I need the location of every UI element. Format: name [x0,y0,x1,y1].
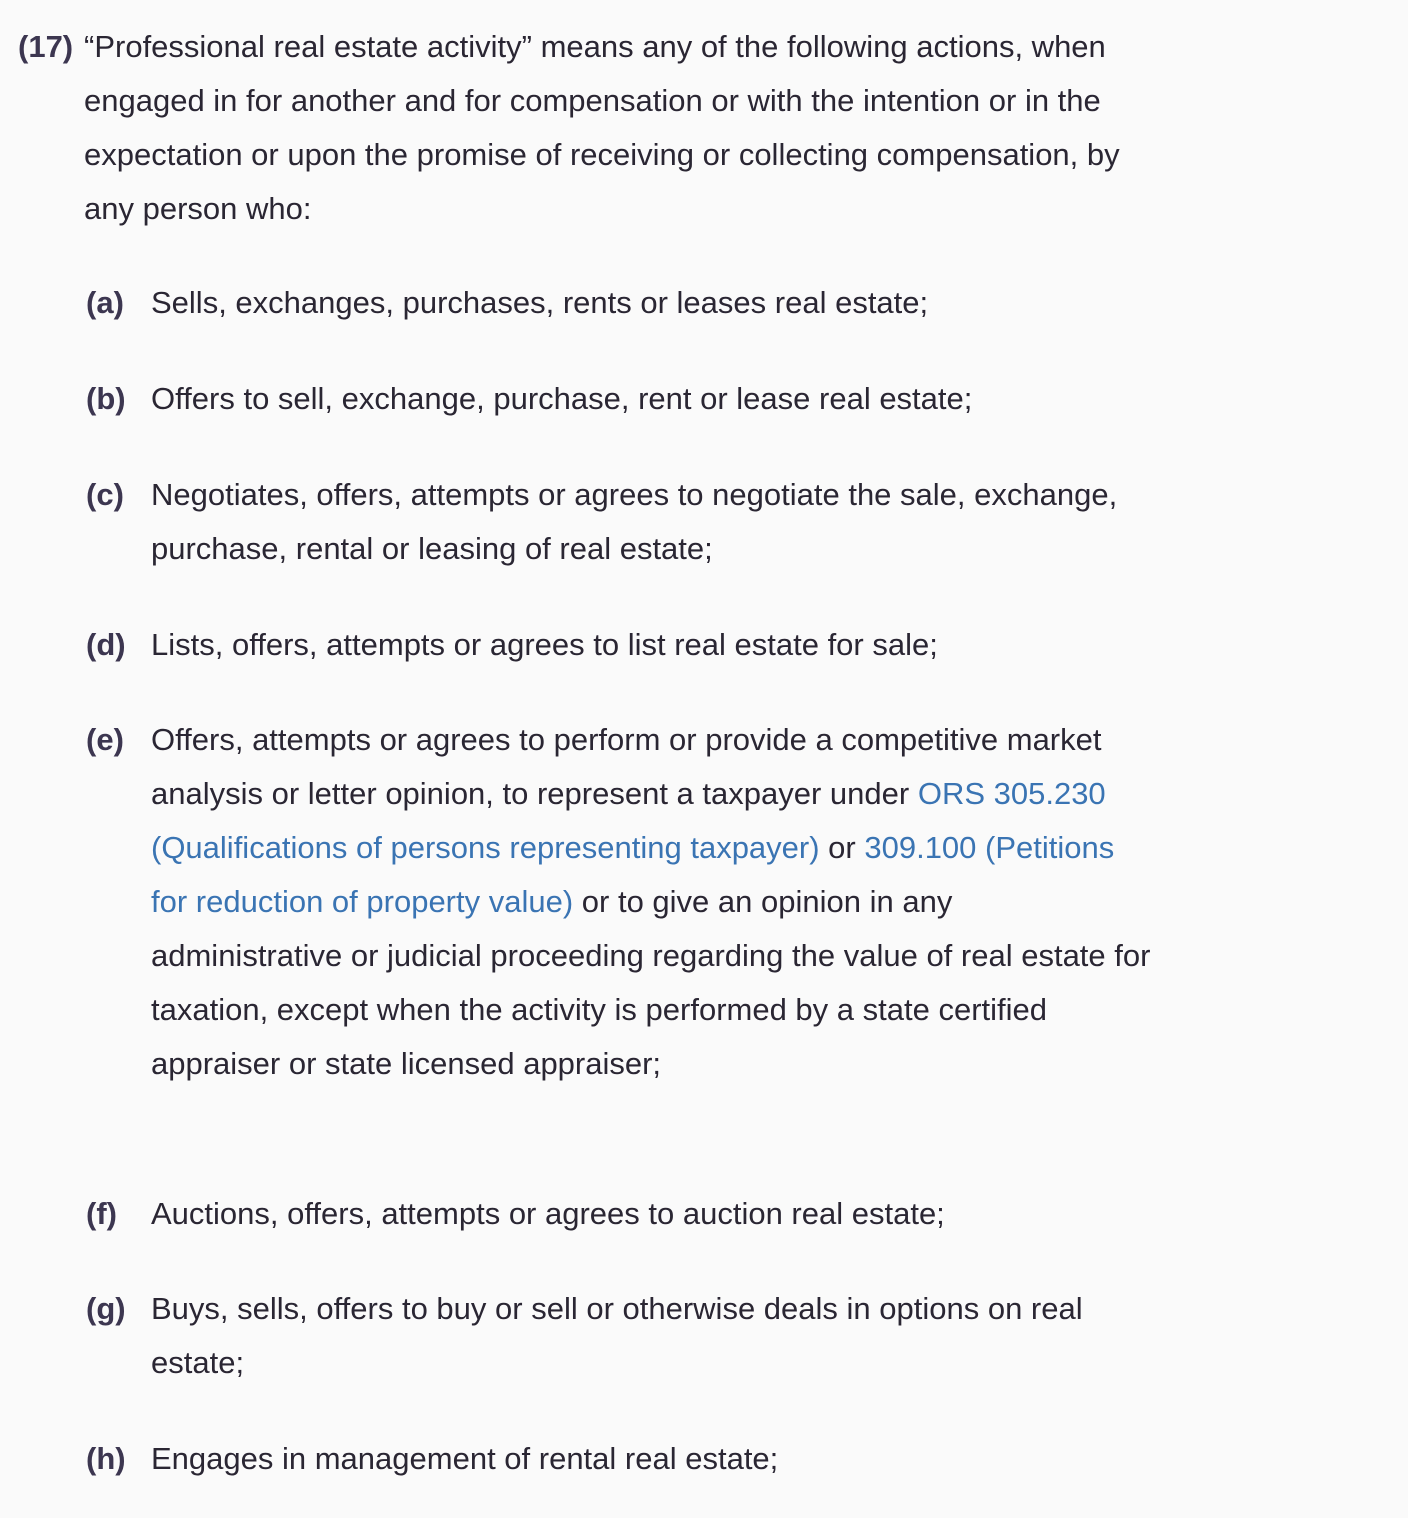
subsection-e [86,713,1156,1091]
subsection-text: Engages in management of rental real estate; [151,1441,779,1476]
section-number: (17) [18,29,74,64]
subsection-text: Sells, exchanges, purchases, rents or leases real estate; [151,285,929,320]
subsection-f [86,1187,1156,1241]
subsection-h [86,1432,1156,1486]
subsection-text-part: or [819,830,865,865]
subsection-label: (h) [86,1441,126,1476]
subsection-text [151,713,1151,1091]
subsection-g [86,1282,1156,1390]
subsection-c [86,468,1156,576]
subsection-label: (d) [86,627,126,662]
subsection-d [86,618,1156,672]
subsection-text-part: Offers, attempts or agrees to perform or provide a competitive market analysis or letter opinion, to represent a taxpayer under [151,722,1102,811]
section-17 [18,20,1158,236]
subsection-text: Buys, sells, offers to buy or sell or otherwise deals in options on real estate; [151,1291,1083,1380]
subsection-a [86,276,1156,330]
subsection-label: (c) [86,477,124,512]
subsection-label: (g) [86,1291,126,1326]
subsection-label: (f) [86,1196,117,1231]
ors-309-100-link[interactable]: 309.100 (Petitions for reduction of property value) [151,830,1115,919]
section-text: “Professional real estate activity” means any of the following actions, when engaged in for another and for compensation or with the intention or in the expectation or upon the promise of receiving or collecting compensation, by any person who: [84,29,1120,226]
subsection-label: (a) [86,285,124,320]
subsection-b [86,372,1156,426]
subsection-label: (e) [86,722,124,757]
subsection-text-part: or to give an opinion in any administrative or judicial proceeding regarding the value of real estate for taxation, except when the activity is performed by a state certified appraiser or state licensed appraiser; [151,884,1151,1081]
subsection-label: (b) [86,381,126,416]
subsection-text: Auctions, offers, attempts or agrees to auction real estate; [151,1196,945,1231]
subsection-text: Offers to sell, exchange, purchase, rent or lease real estate; [151,381,973,416]
ors-305-230-link[interactable]: ORS 305.230 (Qualifications of persons representing taxpayer) [151,776,1106,865]
subsection-text: Lists, offers, attempts or agrees to list real estate for sale; [151,627,938,662]
subsection-text: Negotiates, offers, attempts or agrees to negotiate the sale, exchange, purchase, rental or leasing of real estate; [151,477,1118,566]
